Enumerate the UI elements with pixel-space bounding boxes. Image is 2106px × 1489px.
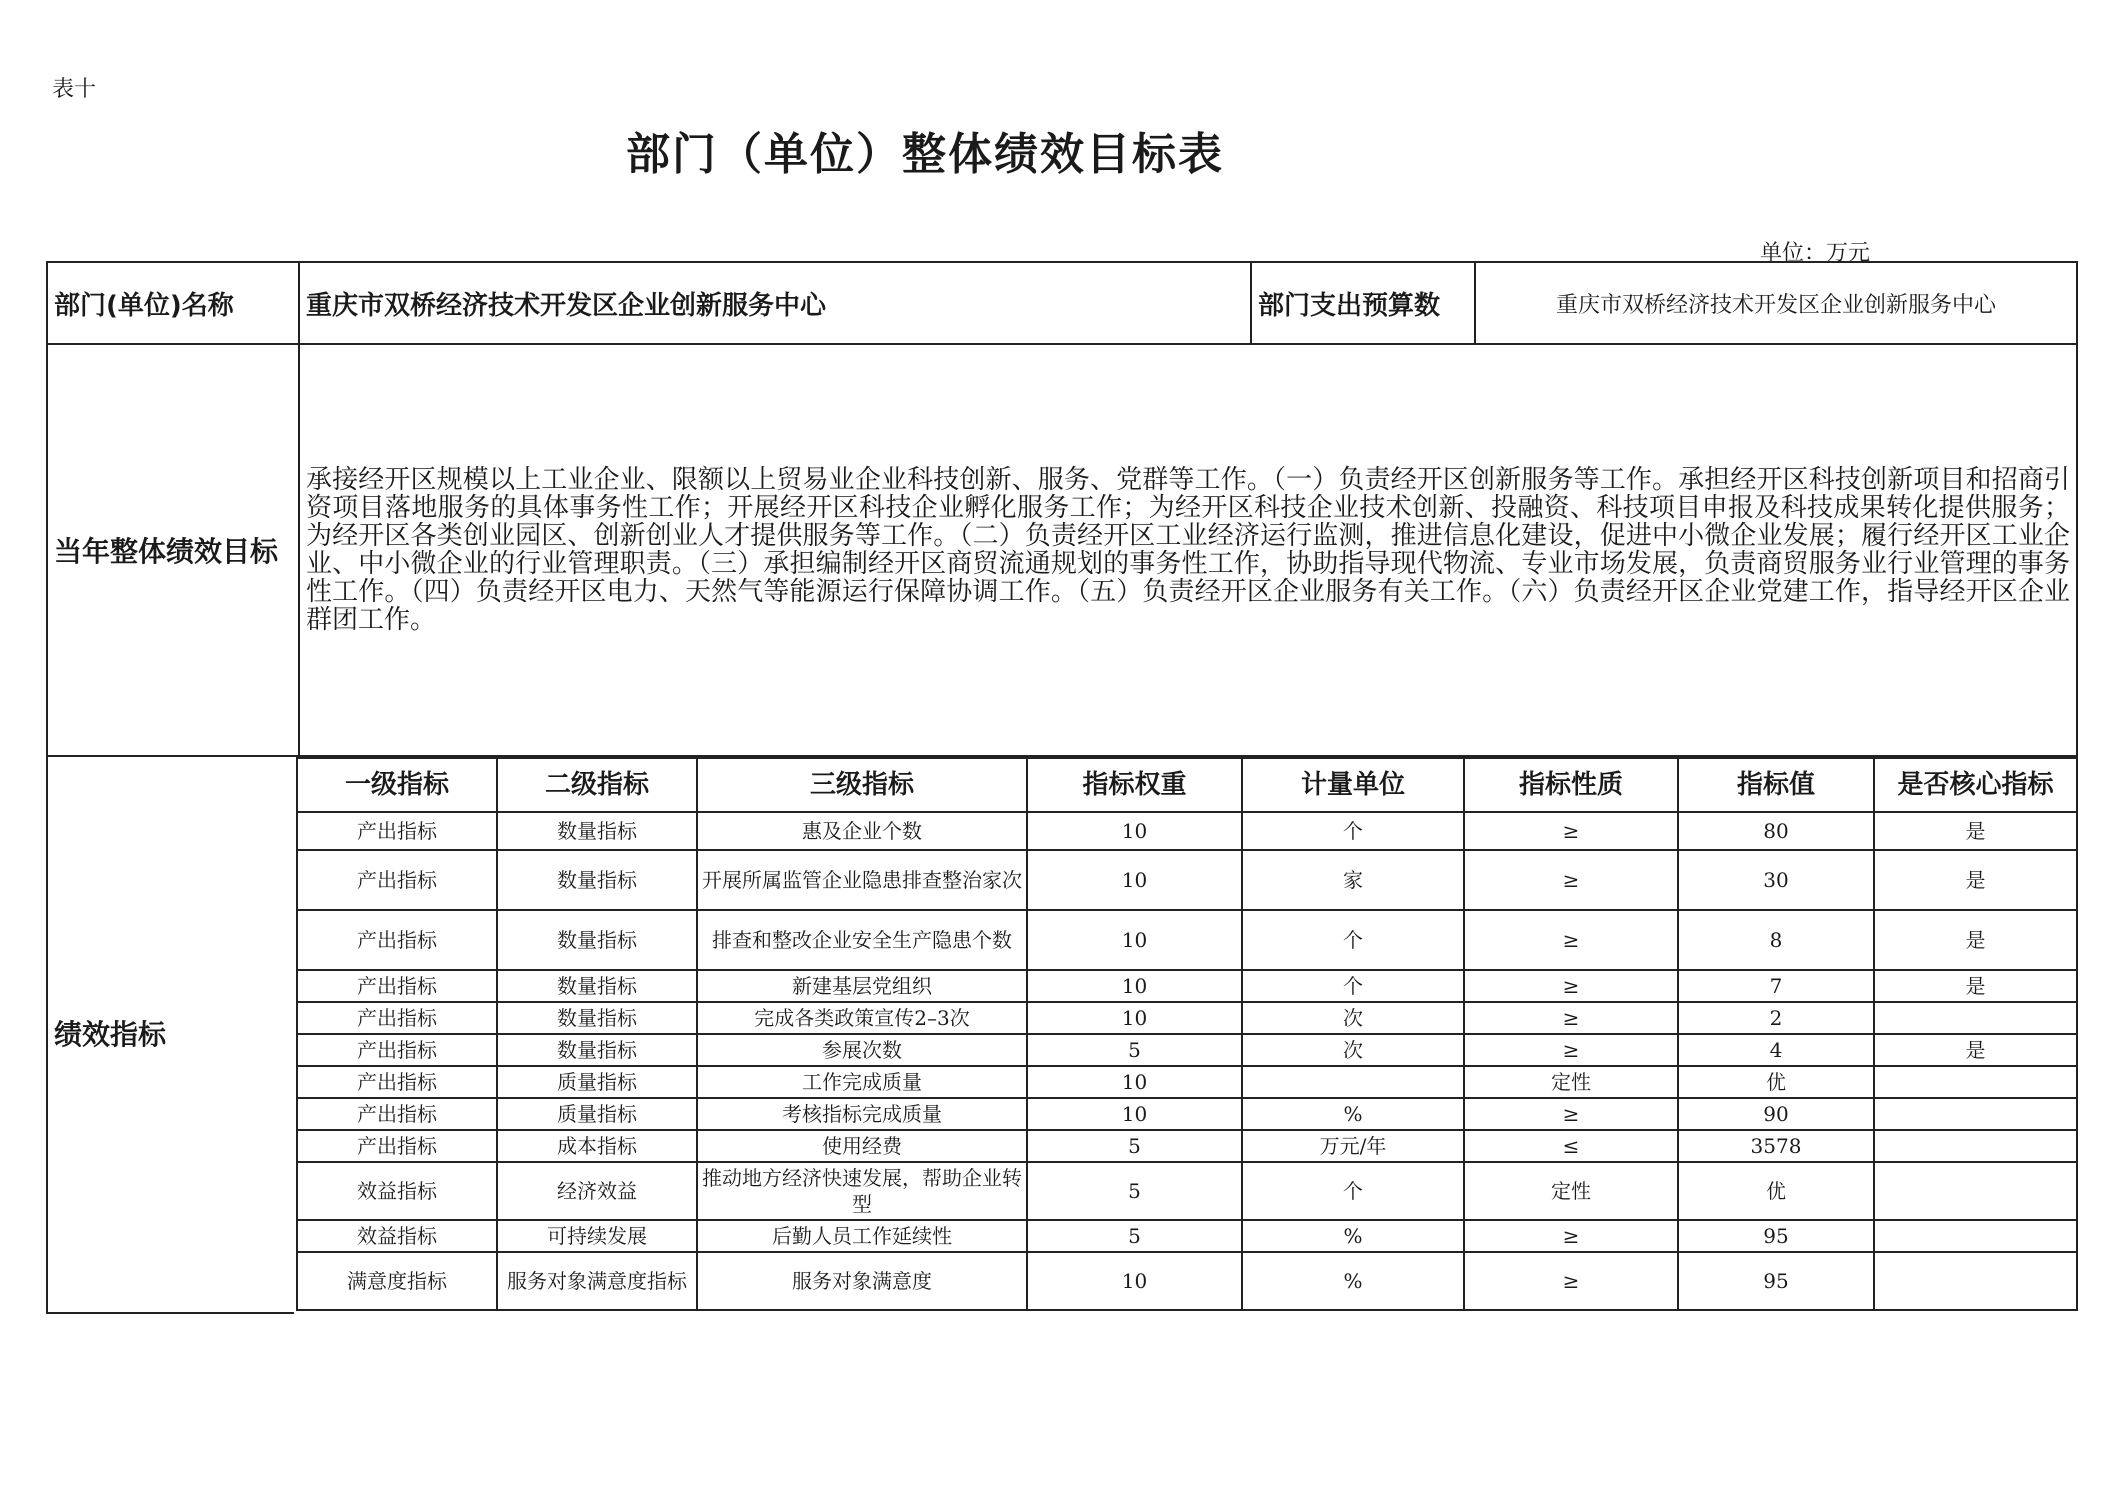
cell: 10: [1027, 970, 1242, 1002]
goal-label: 当年整体绩效目标: [47, 344, 299, 756]
cell: ≥: [1464, 1098, 1678, 1130]
cell: 工作完成质量: [697, 1066, 1027, 1098]
cell: 5: [1027, 1220, 1242, 1252]
cell: 次: [1242, 1002, 1464, 1034]
cell: 可持续发展: [497, 1220, 697, 1252]
cell: 5: [1027, 1162, 1242, 1220]
cell: 效益指标: [297, 1162, 497, 1220]
cell: [1874, 1220, 2077, 1252]
table-row: [297, 1066, 2077, 1098]
cell: 3578: [1678, 1130, 1874, 1162]
cell: 产出指标: [297, 1098, 497, 1130]
col-header: 指标权重: [1027, 758, 1242, 812]
cell: 数量指标: [497, 850, 697, 910]
cell: [1874, 1002, 2077, 1034]
table-row: [297, 1098, 2077, 1130]
dept-name-label: 部门(单位)名称: [47, 262, 299, 344]
cell: 95: [1678, 1220, 1874, 1252]
cell: 产出指标: [297, 970, 497, 1002]
cell: 产出指标: [297, 850, 497, 910]
cell: 后勤人员工作延续性: [697, 1220, 1027, 1252]
cell: 新建基层党组织: [697, 970, 1027, 1002]
cell: 数量指标: [497, 1034, 697, 1066]
cell: %: [1242, 1220, 1464, 1252]
table-row: [297, 970, 2077, 1002]
cell: 10: [1027, 1002, 1242, 1034]
col-header: 是否核心指标: [1874, 758, 2077, 812]
cell: ≥: [1464, 1002, 1678, 1034]
cell: 家: [1242, 850, 1464, 910]
cell: ≥: [1464, 970, 1678, 1002]
cell: %: [1242, 1098, 1464, 1130]
cell: 数量指标: [497, 910, 697, 970]
cell: ≤: [1464, 1130, 1678, 1162]
col-header: 指标值: [1678, 758, 1874, 812]
cell: ≥: [1464, 850, 1678, 910]
cell: ≥: [1464, 1220, 1678, 1252]
cell: 4: [1678, 1034, 1874, 1066]
header-table: [46, 261, 2078, 757]
cell: 10: [1027, 850, 1242, 910]
cell: [1874, 1130, 2077, 1162]
cell: 10: [1027, 1252, 1242, 1310]
cell: 是: [1874, 910, 2077, 970]
cell: [1242, 1066, 1464, 1098]
cell: 满意度指标: [297, 1252, 497, 1310]
budget-value: 重庆市双桥经济技术开发区企业创新服务中心: [1475, 262, 2077, 344]
cell: 数量指标: [497, 1002, 697, 1034]
indicators-side-label: [46, 757, 294, 1314]
cell: 推动地方经济快速发展，帮助企业转型: [697, 1162, 1027, 1220]
cell: 10: [1027, 1066, 1242, 1098]
cell: 个: [1242, 910, 1464, 970]
indicators-label: 绩效指标: [54, 1018, 167, 1051]
cell: ≥: [1464, 1034, 1678, 1066]
col-header: 二级指标: [497, 758, 697, 812]
cell: [1874, 1162, 2077, 1220]
cell: [1874, 1252, 2077, 1310]
cell: 是: [1874, 1034, 2077, 1066]
table-row: [297, 1162, 2077, 1220]
cell: 80: [1678, 812, 1874, 850]
page-title: 部门（单位）整体绩效目标表: [626, 129, 1224, 180]
cell: 参展次数: [697, 1034, 1027, 1066]
cell: 是: [1874, 812, 2077, 850]
cell: 10: [1027, 812, 1242, 850]
cell: 90: [1678, 1098, 1874, 1130]
cell: [1874, 1098, 2077, 1130]
cell: ≥: [1464, 812, 1678, 850]
cell: 完成各类政策宣传2–3次: [697, 1002, 1027, 1034]
table-row: [297, 812, 2077, 850]
table-row: [297, 1252, 2077, 1310]
cell: 定性: [1464, 1066, 1678, 1098]
cell: 次: [1242, 1034, 1464, 1066]
cell: 考核指标完成质量: [697, 1098, 1027, 1130]
col-header: 计量单位: [1242, 758, 1464, 812]
cell: 优: [1678, 1066, 1874, 1098]
cell: 产出指标: [297, 1034, 497, 1066]
budget-label: 部门支出预算数: [1251, 262, 1475, 344]
table-row: [297, 1220, 2077, 1252]
table-row: [297, 1130, 2077, 1162]
table-row: [297, 1034, 2077, 1066]
cell: 是: [1874, 850, 2077, 910]
unit-label: 单位：万元: [1760, 241, 1871, 266]
cell: 开展所属监管企业隐患排查整治家次: [697, 850, 1027, 910]
cell: 产出指标: [297, 812, 497, 850]
cell: 质量指标: [497, 1066, 697, 1098]
cell: 数量指标: [497, 970, 697, 1002]
cell: 是: [1874, 970, 2077, 1002]
cell: 质量指标: [497, 1098, 697, 1130]
cell: 万元/年: [1242, 1130, 1464, 1162]
cell: 个: [1242, 970, 1464, 1002]
cell: 个: [1242, 1162, 1464, 1220]
cell: 定性: [1464, 1162, 1678, 1220]
cell: %: [1242, 1252, 1464, 1310]
table-row: [297, 850, 2077, 910]
cell: 10: [1027, 910, 1242, 970]
cell: ≥: [1464, 1252, 1678, 1310]
goal-text: 承接经开区规模以上工业企业、限额以上贸易业企业科技创新、服务、党群等工作。（一）负责经开区创新服务等工作。承担经开区科技创新项目和招商引资项目落地服务的具体事务性工作；开展经开区科技企业孵化服务工作；为经开区科技企业技术创新、投融资、科技项目申报及科技成果转化提供服务；为经开区各类创业园区、创新创业人才提供服务等工作。（二）负责经开区工业经济运行监测，推进信息化建设，促进中小微企业发展；履行经开区工业企业、中小微企业的行业管理职责。（三）承担编制经开区商贸流通规划的事务性工作，协助指导现代物流、专业市场发展，负责商贸服务业行业管理的事务性工作。（四）负责经开区电力、天然气等能源运行保障协调工作。（五）负责经开区企业服务有关工作。（六）负责经开区企业党建工作，指导经开区企业群团工作。: [299, 344, 2077, 756]
cell: 效益指标: [297, 1220, 497, 1252]
form-label: 表十: [52, 77, 97, 102]
cell: 产出指标: [297, 1002, 497, 1034]
cell: 经济效益: [497, 1162, 697, 1220]
cell: 优: [1678, 1162, 1874, 1220]
cell: 5: [1027, 1034, 1242, 1066]
cell: [1874, 1066, 2077, 1098]
table-row: [297, 910, 2077, 970]
indicator-table: [296, 757, 2078, 1311]
cell: 数量指标: [497, 812, 697, 850]
cell: 95: [1678, 1252, 1874, 1310]
cell: 排查和整改企业安全生产隐患个数: [697, 910, 1027, 970]
cell: 产出指标: [297, 1066, 497, 1098]
cell: 个: [1242, 812, 1464, 850]
cell: 产出指标: [297, 1130, 497, 1162]
cell: ≥: [1464, 910, 1678, 970]
cell: 惠及企业个数: [697, 812, 1027, 850]
cell: 服务对象满意度: [697, 1252, 1027, 1310]
cell: 30: [1678, 850, 1874, 910]
col-header: 指标性质: [1464, 758, 1678, 812]
cell: 5: [1027, 1130, 1242, 1162]
cell: 服务对象满意度指标: [497, 1252, 697, 1310]
col-header: 一级指标: [297, 758, 497, 812]
cell: 产出指标: [297, 910, 497, 970]
cell: 10: [1027, 1098, 1242, 1130]
cell: 2: [1678, 1002, 1874, 1034]
dept-name-value: 重庆市双桥经济技术开发区企业创新服务中心: [299, 262, 1251, 344]
cell: 8: [1678, 910, 1874, 970]
table-row: [297, 1002, 2077, 1034]
col-header: 三级指标: [697, 758, 1027, 812]
cell: 使用经费: [697, 1130, 1027, 1162]
cell: 7: [1678, 970, 1874, 1002]
cell: 成本指标: [497, 1130, 697, 1162]
indicator-header-row: [297, 758, 2077, 812]
